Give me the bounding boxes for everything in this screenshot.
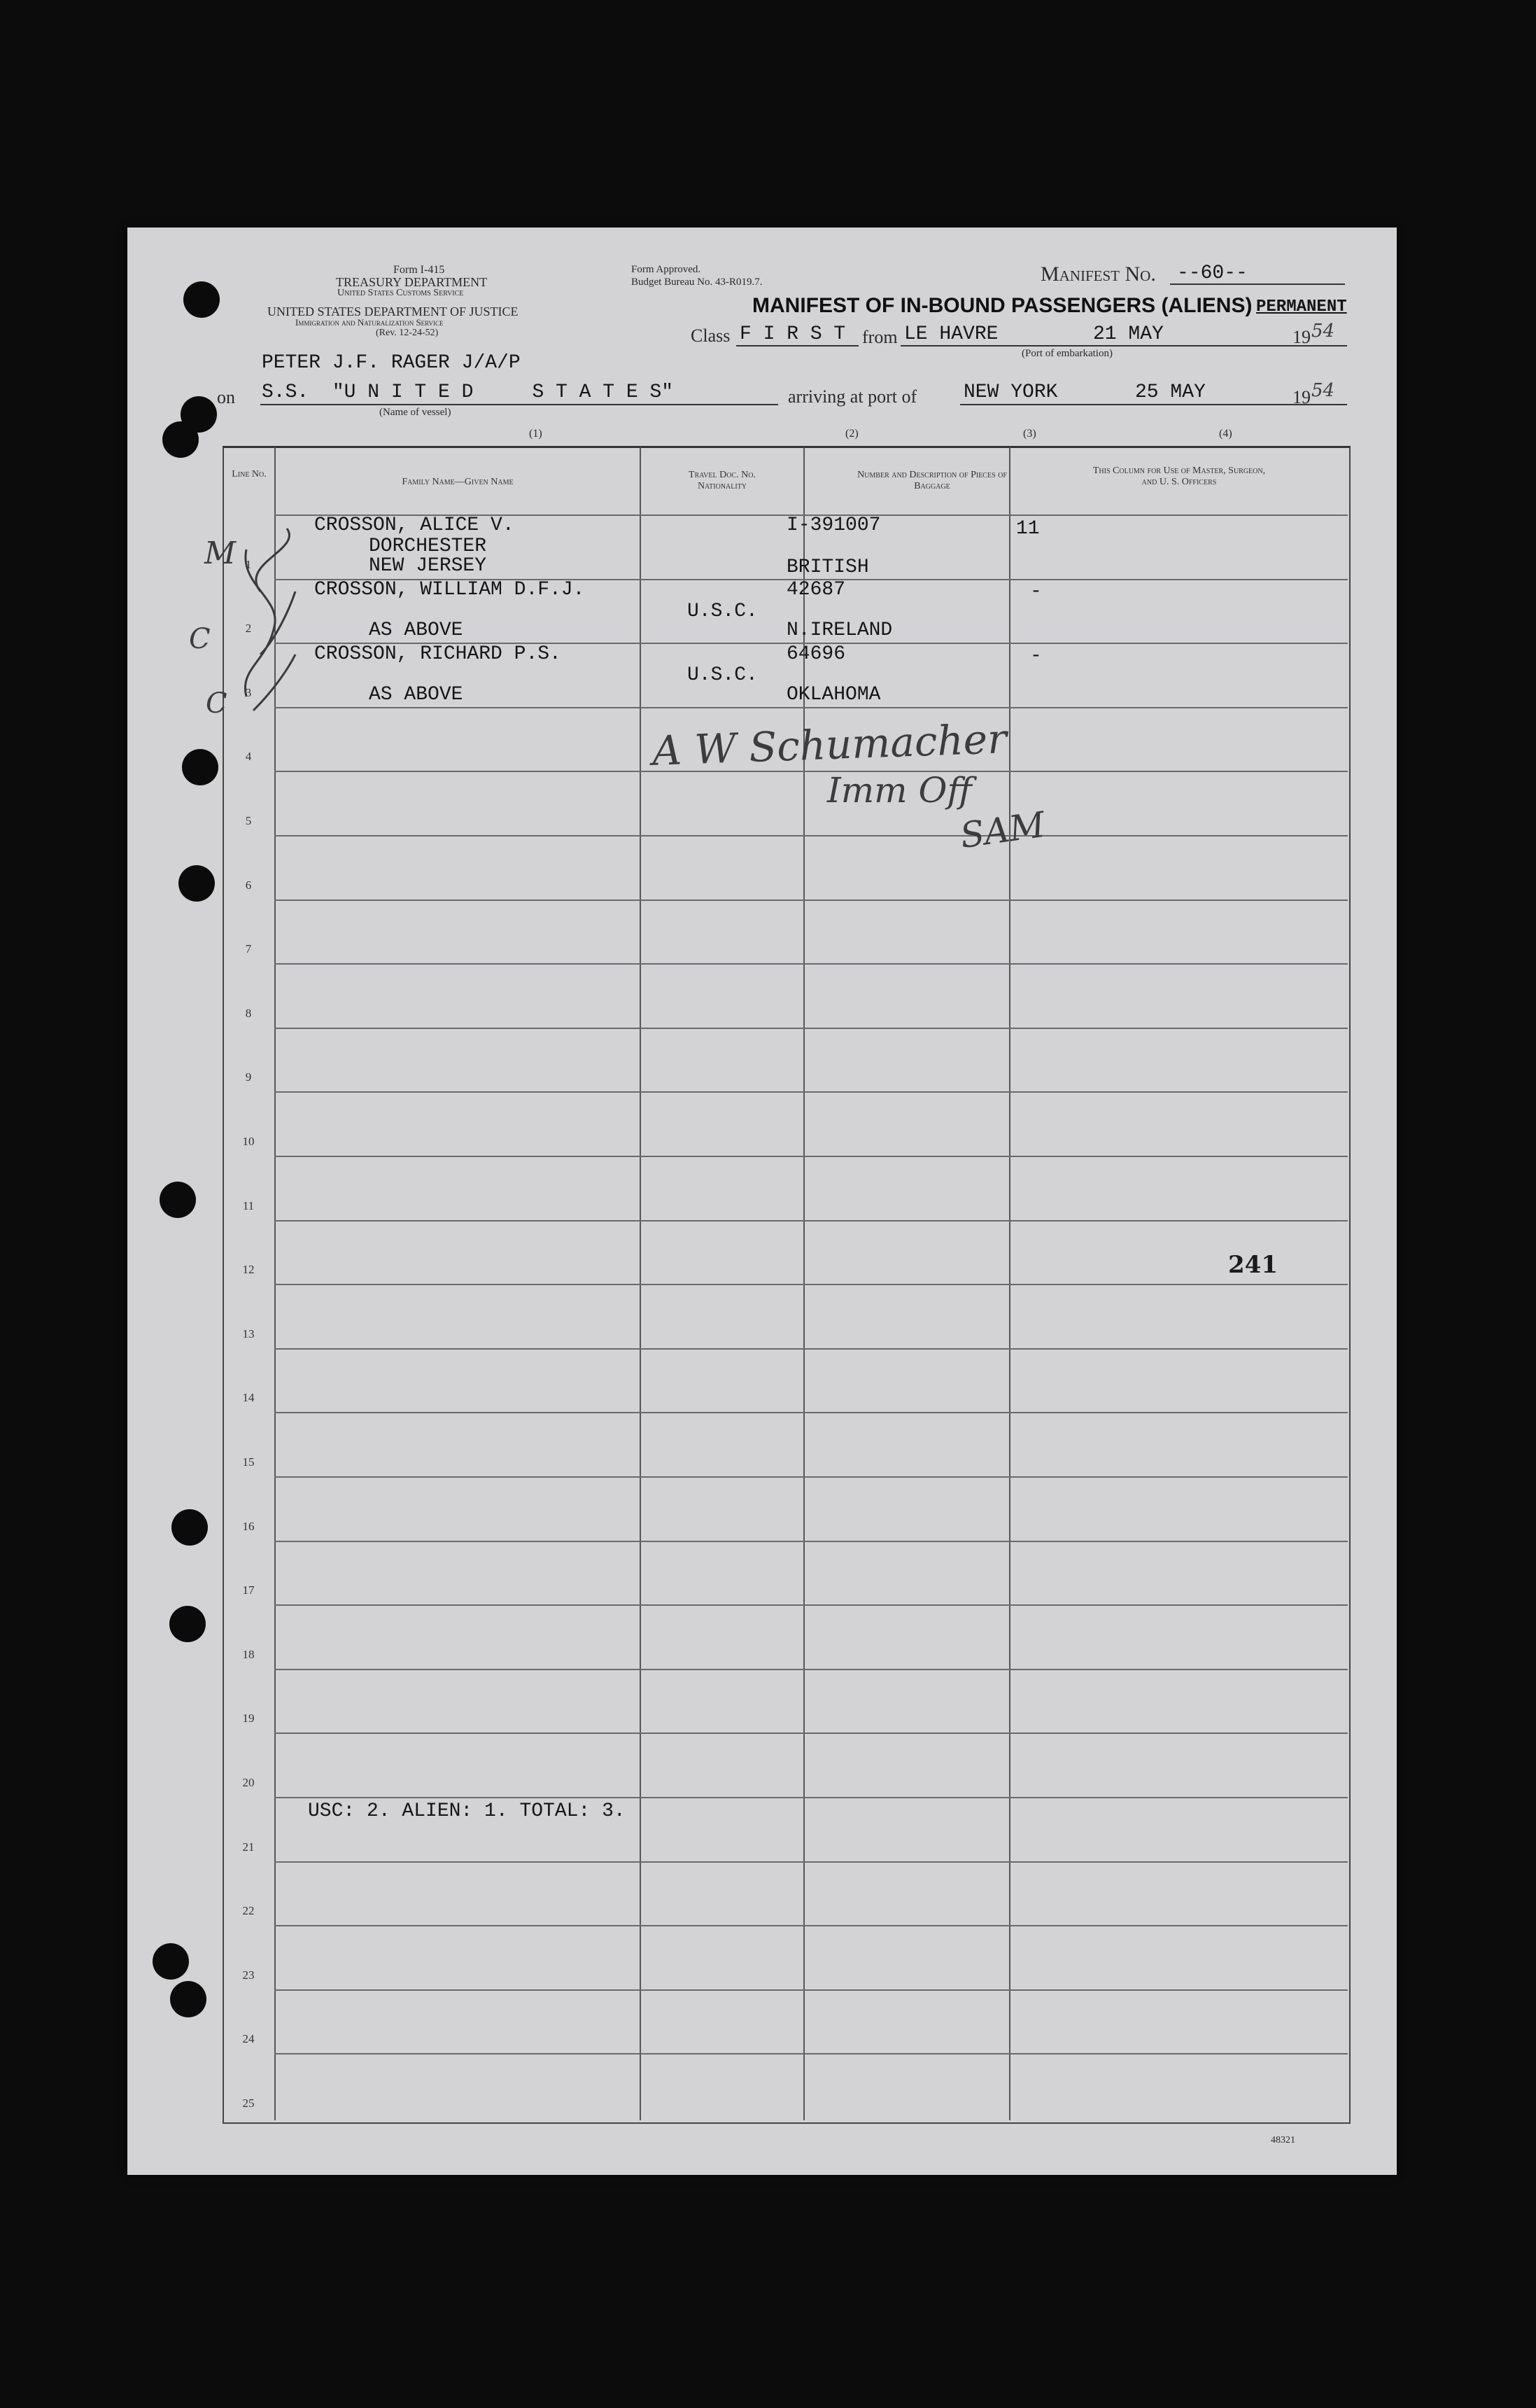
manifest-number: --60--: [1177, 262, 1248, 284]
form-approved: Form Approved.: [631, 264, 701, 275]
passenger-3-doc: 64696: [787, 643, 846, 665]
port-embarkation: LE HAVRE: [904, 323, 999, 345]
passenger-3-status: U.S.C.: [687, 664, 758, 686]
line-number: 9: [245, 1070, 252, 1084]
row-rule: [274, 1925, 1348, 1926]
line-number: 1: [245, 557, 252, 571]
row-rule: [274, 835, 1348, 836]
from-label: from: [862, 327, 898, 347]
summary-totals: USC: 2. ALIEN: 1. TOTAL: 3.: [308, 1800, 626, 1822]
vessel-caption: (Name of vessel): [379, 407, 451, 418]
class-line: [736, 345, 859, 346]
binder-hole: [178, 865, 215, 902]
row-rule: [274, 1797, 1348, 1798]
passenger-2-name: CROSSON, WILLIAM D.F.J.: [314, 579, 585, 601]
customs-heading: United States Customs Service: [337, 288, 464, 298]
binder-hole: [171, 1509, 208, 1546]
budget-number: Budget Bureau No. 43-R019.7.: [631, 276, 763, 288]
arrival-year: 54: [1311, 380, 1335, 401]
line-number: 20: [242, 1776, 255, 1789]
binder-hole: [169, 1606, 206, 1642]
col-head-baggage: Number and Description of Pieces of Baggage: [857, 470, 1007, 491]
embark-year: 54: [1311, 321, 1335, 342]
col-num-1: (1): [529, 428, 542, 440]
row-rule: [274, 1028, 1348, 1029]
passenger-3-baggage: -: [1030, 645, 1042, 667]
binder-hole: [160, 1182, 196, 1218]
line-number: 3: [245, 685, 252, 699]
col-head-line-no: Line No.: [232, 469, 267, 479]
row-rule: [274, 1669, 1348, 1670]
vessel-line: [260, 404, 778, 405]
ins-heading: Immigration and Naturalization Service: [295, 317, 444, 328]
row-rule: [274, 1604, 1348, 1606]
col-num-4: (4): [1219, 428, 1232, 440]
col-head-name: Family Name—Given Name: [402, 477, 514, 487]
line-number: 12: [242, 1263, 255, 1277]
master-name: PETER J.F. RAGER J/A/P: [262, 352, 521, 374]
passenger-1-name: CROSSON, ALICE V.: [314, 514, 514, 536]
stamp-number: 241: [1228, 1251, 1278, 1279]
line-number: 18: [242, 1647, 255, 1661]
arrival-year-line: [1291, 404, 1347, 405]
binder-hole: [162, 421, 199, 458]
line-number: 5: [245, 814, 252, 827]
vessel-name: S.S. "U N I T E D S T A T E S": [262, 382, 674, 403]
row-rule: [274, 1284, 1348, 1285]
row-rule: [274, 2053, 1348, 2054]
line-number: 25: [242, 2096, 255, 2110]
binder-hole: [182, 749, 218, 785]
col-num-3: (3): [1023, 428, 1036, 440]
arrival-year-prefix: 19: [1292, 387, 1311, 407]
line-number: 21: [242, 1840, 255, 1854]
embark-date: 21 MAY: [1093, 323, 1164, 345]
binder-hole: [170, 1981, 206, 2017]
line-number: 16: [242, 1519, 255, 1533]
col-head-nationality: Nationality: [697, 481, 747, 491]
line-number: 17: [242, 1583, 255, 1597]
arriving-label: arriving at port of: [788, 386, 917, 407]
row-rule: [274, 1861, 1348, 1863]
row-rule: [274, 771, 1348, 772]
row-rule: [274, 1541, 1348, 1542]
binder-hole: [183, 281, 220, 318]
passenger-2-addr: AS ABOVE: [369, 620, 463, 641]
row-rule: [274, 899, 1348, 901]
row-rule: [274, 1220, 1348, 1222]
class-label: Class: [691, 326, 731, 346]
check-marks: [197, 522, 309, 732]
row-rule: [274, 707, 1348, 708]
embark-year-prefix: 19: [1292, 327, 1311, 347]
form-number: Form I-415: [393, 264, 445, 276]
manifest-no-label: Manifest No.: [1041, 262, 1156, 286]
justice-heading: UNITED STATES DEPARTMENT OF JUSTICE: [267, 304, 519, 318]
port-arrival: NEW YORK: [964, 382, 1058, 403]
margin-mark-m: M: [204, 536, 237, 571]
embark-line: [901, 345, 1292, 346]
margin-mark-c1: C: [189, 623, 211, 655]
line-number: 2: [245, 622, 252, 636]
row-rule: [274, 1348, 1348, 1350]
row-rule: [274, 1989, 1348, 1991]
line-number: 19: [242, 1712, 255, 1726]
col-head-officers: This Column for Use of Master, Surgeon, and U. S. Officers: [1092, 465, 1266, 487]
signature-name: A W Schumacher: [651, 715, 1008, 775]
signature-initials: SAM: [957, 804, 1048, 857]
line-number: 7: [245, 942, 252, 956]
passenger-3-nationality: OKLAHOMA: [787, 684, 881, 706]
line-number: 4: [245, 750, 252, 764]
row-rule: [274, 1091, 1348, 1093]
col-head-travel: Travel Doc. No.: [689, 470, 756, 480]
arrival-line: [960, 404, 1292, 405]
revision-note: (Rev. 12-24-52): [376, 328, 439, 338]
embark-year-line: [1291, 345, 1347, 346]
row-rule: [274, 1732, 1348, 1734]
row-rule: [274, 963, 1348, 965]
passenger-2-baggage: -: [1030, 581, 1042, 603]
class-value: F I R S T: [740, 323, 846, 345]
signature-title: Imm Off: [827, 770, 972, 811]
passenger-3-name: CROSSON, RICHARD P.S.: [314, 643, 561, 665]
passenger-1-baggage: 11: [1016, 518, 1040, 540]
manifest-title: MANIFEST OF IN-BOUND PASSENGERS (ALIENS): [752, 294, 1253, 317]
line-number: 22: [242, 1904, 255, 1918]
line-number: 14: [242, 1391, 255, 1405]
passenger-1-doc: I-391007: [787, 514, 881, 536]
line-number: 15: [242, 1455, 255, 1469]
line-number: 8: [245, 1006, 252, 1020]
row-rule: [274, 1476, 1348, 1478]
footer-code: 48321: [1271, 2135, 1295, 2146]
passenger-1-nationality: BRITISH: [787, 556, 869, 578]
passenger-2-status: U.S.C.: [687, 601, 758, 622]
binder-hole: [153, 1943, 189, 1980]
line-number: 13: [242, 1326, 255, 1340]
manifest-status: PERMANENT: [1256, 298, 1347, 316]
port-embark-caption: (Port of embarkation): [1022, 348, 1113, 359]
margin-mark-c2: C: [206, 687, 227, 720]
arrival-date: 25 MAY: [1135, 382, 1206, 403]
passenger-3-addr: AS ABOVE: [369, 684, 463, 706]
treasury-heading: TREASURY DEPARTMENT: [336, 275, 488, 289]
manifest-page: [127, 227, 1397, 2175]
row-rule: [274, 1412, 1348, 1413]
passenger-2-nationality: N.IRELAND: [787, 620, 893, 641]
passenger-1-addr2: NEW JERSEY: [369, 555, 487, 577]
passenger-2-doc: 42687: [787, 579, 846, 601]
row-rule: [274, 1156, 1348, 1157]
line-number: 6: [245, 878, 252, 892]
line-number: 24: [242, 2032, 255, 2046]
line-number: 11: [242, 1198, 255, 1212]
on-label: on: [217, 387, 235, 407]
line-number: 23: [242, 1968, 255, 1982]
line-number: 10: [242, 1135, 255, 1148]
passenger-1-addr1: DORCHESTER: [369, 536, 487, 557]
col-num-2: (2): [845, 428, 859, 440]
